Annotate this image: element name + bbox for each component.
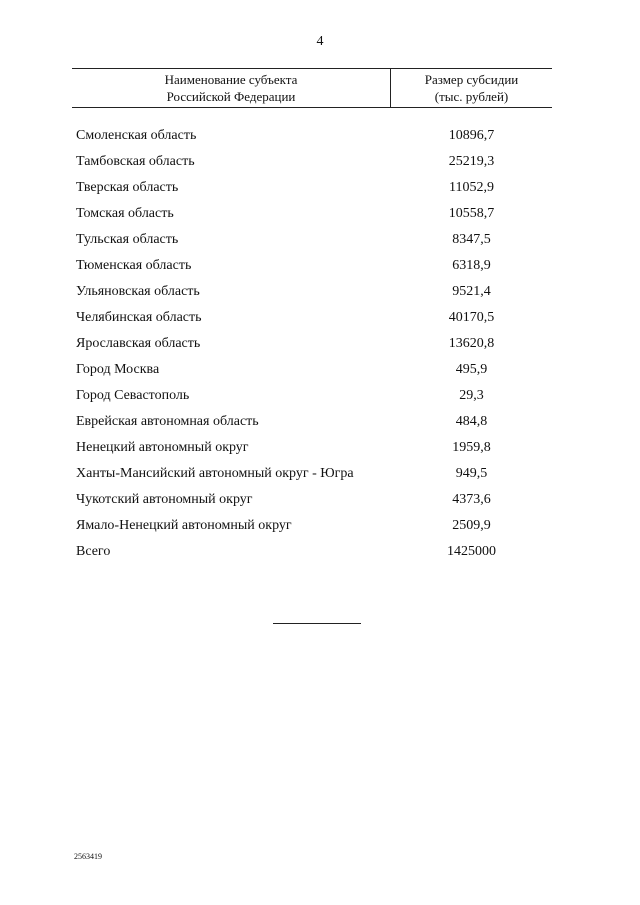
subsidy-amount: 29,3 [459, 388, 484, 403]
subject-name: Всего [76, 544, 111, 559]
subsidy-amount: 949,5 [455, 466, 488, 481]
table-row [76, 412, 552, 438]
header-subject-name [72, 71, 390, 105]
subject-name: Ярославская область [76, 336, 201, 351]
subject-name: Тюменская область [76, 258, 192, 273]
subject-name: Смоленская область [76, 128, 197, 143]
header-subsidy-amount-line1: Размер субсидии [424, 72, 519, 87]
subsidy-amount: 2509,9 [452, 518, 491, 533]
subject-name: Ханты-Мансийский автономный округ - Югра [76, 466, 354, 481]
subsidy-amount: 13620,8 [448, 336, 495, 351]
header-subsidy-amount [391, 71, 552, 105]
subject-name: Челябинская область [76, 310, 202, 325]
table-row [76, 360, 552, 386]
end-of-document-rule [273, 623, 361, 624]
subject-name: Ненецкий автономный округ [76, 440, 249, 455]
header-subsidy-amount-line2: (тыс. рублей) [434, 89, 509, 104]
subject-name: Город Севастополь [76, 388, 190, 403]
document-code: 2563419 [74, 852, 102, 861]
table-row [76, 464, 552, 490]
subsidy-amount: 11052,9 [449, 180, 494, 195]
header-subject-name-line2: Российской Федерации [166, 89, 296, 104]
table-row [76, 438, 552, 464]
subject-name: Томская область [76, 206, 174, 221]
subject-name: Ульяновская область [76, 284, 200, 299]
table-body [76, 126, 552, 568]
subject-name: Чукотский автономный округ [76, 492, 253, 507]
subsidy-amount: 25219,3 [448, 154, 495, 169]
table-row [76, 490, 552, 516]
table-row [76, 308, 552, 334]
subject-name: Город Москва [76, 362, 160, 377]
subsidy-amount: 40170,5 [448, 310, 495, 325]
table-row [76, 334, 552, 360]
table-row [76, 282, 552, 308]
table-row [76, 386, 552, 412]
subsidy-amount: 10896,7 [448, 128, 495, 143]
subsidy-amount: 495,9 [455, 362, 488, 377]
table-row [76, 256, 552, 282]
table-row [76, 126, 552, 152]
header-subject-name-line1: Наименование субъекта [164, 72, 298, 87]
subsidy-amount: 4373,6 [452, 492, 491, 507]
table-row [76, 516, 552, 542]
subject-name: Ямало-Ненецкий автономный округ [76, 518, 292, 533]
page-number: 4 [316, 34, 324, 49]
subject-name: Еврейская автономная область [76, 414, 259, 429]
subsidy-amount: 484,8 [455, 414, 488, 429]
table-row [76, 542, 552, 568]
subsidy-amount: 6318,9 [452, 258, 491, 273]
subsidy-amount: 9521,4 [452, 284, 491, 299]
subsidy-amount: 1425000 [447, 544, 496, 559]
table-row [76, 230, 552, 256]
table-row [76, 152, 552, 178]
subject-name: Тверская область [76, 180, 179, 195]
subject-name: Тамбовская область [76, 154, 195, 169]
subsidy-amount: 10558,7 [448, 206, 495, 221]
table-row [76, 204, 552, 230]
subsidy-amount: 1959,8 [452, 440, 491, 455]
table-header [72, 68, 552, 108]
subsidy-amount: 8347,5 [452, 232, 491, 247]
table-row [76, 178, 552, 204]
subject-name: Тульская область [76, 232, 179, 247]
